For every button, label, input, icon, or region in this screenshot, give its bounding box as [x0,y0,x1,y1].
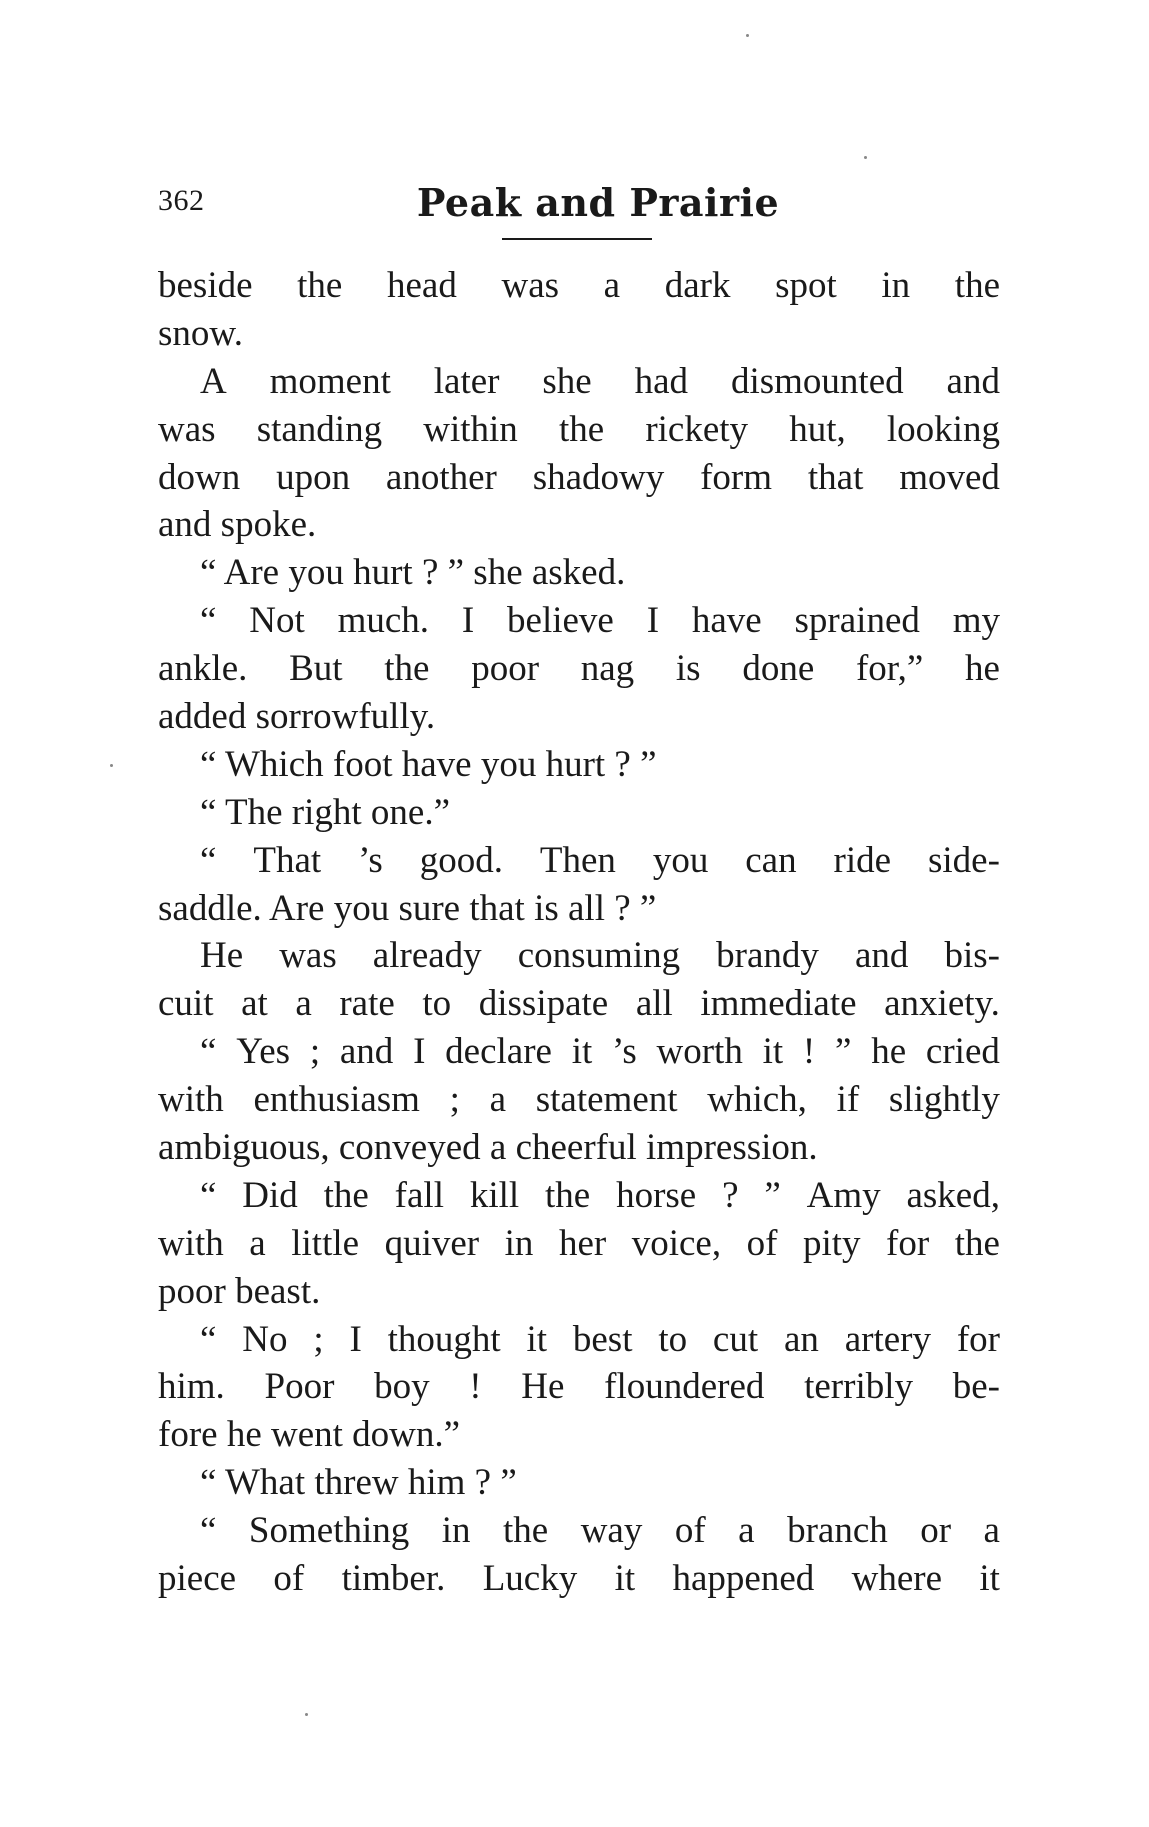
text-line [158,597,1000,645]
text-line [158,1124,1000,1172]
running-title: Peak and Prairie [416,180,780,225]
word: a [983,1510,1000,1552]
word: ” [764,1174,781,1216]
word: where [851,1558,942,1600]
word: declare [445,1031,552,1073]
word: piece [158,1558,237,1600]
word: my [952,600,1000,642]
word: the [503,1510,549,1552]
word: I [461,600,475,642]
word: ! [802,1031,816,1073]
word: statement [535,1079,678,1121]
word: and [946,360,1000,402]
word: it [526,1318,548,1360]
word: Did [242,1174,298,1216]
word: with [158,1222,224,1264]
word: asked, [906,1174,1000,1216]
text-line [158,1507,1000,1555]
word: cut [712,1318,759,1360]
word: and [854,935,909,977]
word: had [634,360,689,402]
word: voice, [631,1222,722,1264]
text-line [158,789,1000,837]
line-text: “ Are you hurt ? ” she asked. [200,552,626,594]
word: pity [802,1222,861,1264]
paper-speck [864,156,867,159]
word: “ [200,1031,217,1073]
text-line [158,1076,1000,1124]
word: down [158,456,241,498]
line-text: added sorrowfully. [158,696,436,738]
word: which, [707,1079,807,1121]
word: an [783,1318,819,1360]
word: the [558,408,605,450]
word: Not [249,600,305,642]
word: later [433,360,500,402]
word: a [603,265,621,306]
word: branch [787,1510,888,1552]
word: shadowy [532,456,665,498]
word: Lucky [482,1558,578,1600]
text-line [158,310,1000,358]
word: But [289,648,343,690]
word: little [291,1222,360,1264]
word: in [441,1510,471,1552]
word: Then [539,839,616,881]
line-text: fore he went down.” [158,1414,461,1456]
word: anxiety. [884,983,1000,1025]
word: was [158,408,216,450]
text-line [158,837,1000,885]
word: I [413,1031,426,1073]
word: side- [927,839,1000,881]
word: for [956,1318,1000,1360]
word: best [572,1318,633,1360]
text-line [158,980,1000,1028]
body-text [158,262,1000,1603]
word: to [658,1318,688,1360]
word: ride [833,839,892,881]
word: cuit [158,983,214,1025]
word: of [674,1510,706,1552]
word: boy [374,1366,430,1408]
word: was [279,935,337,977]
word: brandy [716,935,819,977]
word: Yes [236,1031,291,1073]
word: enthusiasm [253,1079,420,1121]
word: terribly [804,1366,914,1408]
word: another [385,456,497,498]
word: at [241,983,268,1025]
word: fall [394,1174,444,1216]
word: be- [952,1366,1000,1408]
word: and [339,1031,394,1073]
text-line [158,645,1000,693]
word: he [965,648,1000,690]
line-text: poor beast. [158,1270,321,1312]
word: I [646,600,660,642]
word: Amy [806,1174,881,1216]
text-line [158,358,1000,406]
word: it [614,1558,636,1600]
word: ? [722,1174,739,1216]
text-line [158,1363,1000,1411]
word: way [580,1510,643,1552]
word: it [979,1558,1000,1600]
word: timber. [341,1558,446,1600]
word: with [158,1079,224,1121]
word: ’s [358,839,383,881]
word: immediate [700,983,857,1025]
word: sprained [794,600,920,642]
line-text: saddle. Are you sure that is all ? ” [158,887,657,929]
word: consuming [517,935,681,977]
word: form [700,456,773,498]
paper-speck [305,1713,308,1716]
word: He [200,935,244,977]
word: was [501,265,560,306]
text-line [158,1459,1000,1507]
word: good. [419,839,503,881]
word: beside [158,265,253,306]
word: can [745,839,797,881]
page-number: 362 [158,184,205,217]
word: a [489,1079,507,1121]
text-line [158,741,1000,789]
line-text: ambiguous, conveyed a cheerful impression. [158,1127,818,1169]
word: “ [200,1510,217,1552]
word: ’s [612,1031,637,1073]
word: “ [200,1318,217,1360]
word: kill [469,1174,520,1216]
word: in [504,1222,534,1264]
word: looking [886,408,1000,450]
text-line [158,406,1000,454]
word: cried [925,1031,1000,1073]
word: much. [337,600,430,642]
paper-speck [746,34,749,37]
word: A [200,360,227,402]
word: rate [339,983,395,1025]
word: the [954,1222,1000,1264]
word: “ [200,1174,217,1216]
line-text: snow. [158,312,243,354]
word: horse [616,1174,697,1216]
word: of [746,1222,778,1264]
text-line [158,1268,1000,1316]
word: in [881,265,911,306]
word: dissipate [478,983,609,1025]
word: poor [471,648,540,690]
word: the [954,265,1000,306]
word: ankle. [158,648,248,690]
word: the [323,1174,369,1216]
text-line [158,454,1000,502]
word: of [273,1558,305,1600]
word: it [571,1031,593,1073]
word: a [738,1510,755,1552]
word: moment [269,360,391,402]
word: floundered [604,1366,765,1408]
word: ; [309,1031,321,1073]
word: nag [580,648,635,690]
text-line [158,693,1000,741]
line-text: “ Which foot have you hurt ? ” [200,743,657,785]
text-line [158,549,1000,597]
word: the [297,265,343,306]
word: done [742,648,815,690]
word: slightly [888,1079,1000,1121]
word: moved [899,456,1000,498]
word: Something [248,1510,410,1552]
word: rickety [645,408,749,450]
word: That [253,839,322,881]
word: worth [656,1031,743,1073]
text-line [158,501,1000,549]
word: ; [449,1079,460,1121]
text-line [158,932,1000,980]
word: it [762,1031,784,1073]
word: to [422,983,452,1025]
word: for,” [855,648,924,690]
word: have [691,600,762,642]
word: quiver [384,1222,480,1264]
word: is [675,648,701,690]
word: standing [256,408,383,450]
word: hut, [789,408,846,450]
word: already [372,935,482,977]
word: a [295,983,312,1025]
word: if [836,1079,860,1121]
word: within [423,408,518,450]
text-line [158,1172,1000,1220]
word: him. [158,1366,225,1408]
word: the [545,1174,591,1216]
word: the [384,648,430,690]
text-line [158,1411,1000,1459]
word: her [558,1222,607,1264]
text-line [158,1555,1000,1603]
text-line [158,1028,1000,1076]
word: all [635,983,673,1025]
word: I [349,1318,362,1360]
word: “ [200,839,217,881]
word: she [542,360,592,402]
text-line [158,885,1000,933]
word: He [521,1366,565,1408]
word: dismounted [730,360,904,402]
word: you [652,839,709,881]
word: believe [507,600,614,642]
word: happened [672,1558,815,1600]
word: that [807,456,864,498]
word: ; [313,1318,324,1360]
word: a [249,1222,266,1264]
word: artery [844,1318,931,1360]
word: bis- [944,935,1000,977]
word: head [386,265,457,306]
word: Poor [264,1366,335,1408]
line-text: “ The right one.” [200,791,451,833]
text-line [158,1316,1000,1364]
word: he [871,1031,907,1073]
line-text: and spoke. [158,504,317,546]
word: “ [200,600,217,642]
word: upon [276,456,351,498]
line-text: “ What threw him ? ” [200,1462,517,1504]
text-line [158,1220,1000,1268]
header-rule [502,238,652,240]
word: spot [775,265,837,306]
paper-speck [110,764,113,767]
word: thought [387,1318,501,1360]
text-line [158,262,1000,310]
word: dark [664,265,731,306]
word: ! [469,1366,482,1408]
word: or [920,1510,952,1552]
page-header [158,180,998,230]
word: No [242,1318,288,1360]
word: for [886,1222,930,1264]
word: ” [835,1031,852,1073]
